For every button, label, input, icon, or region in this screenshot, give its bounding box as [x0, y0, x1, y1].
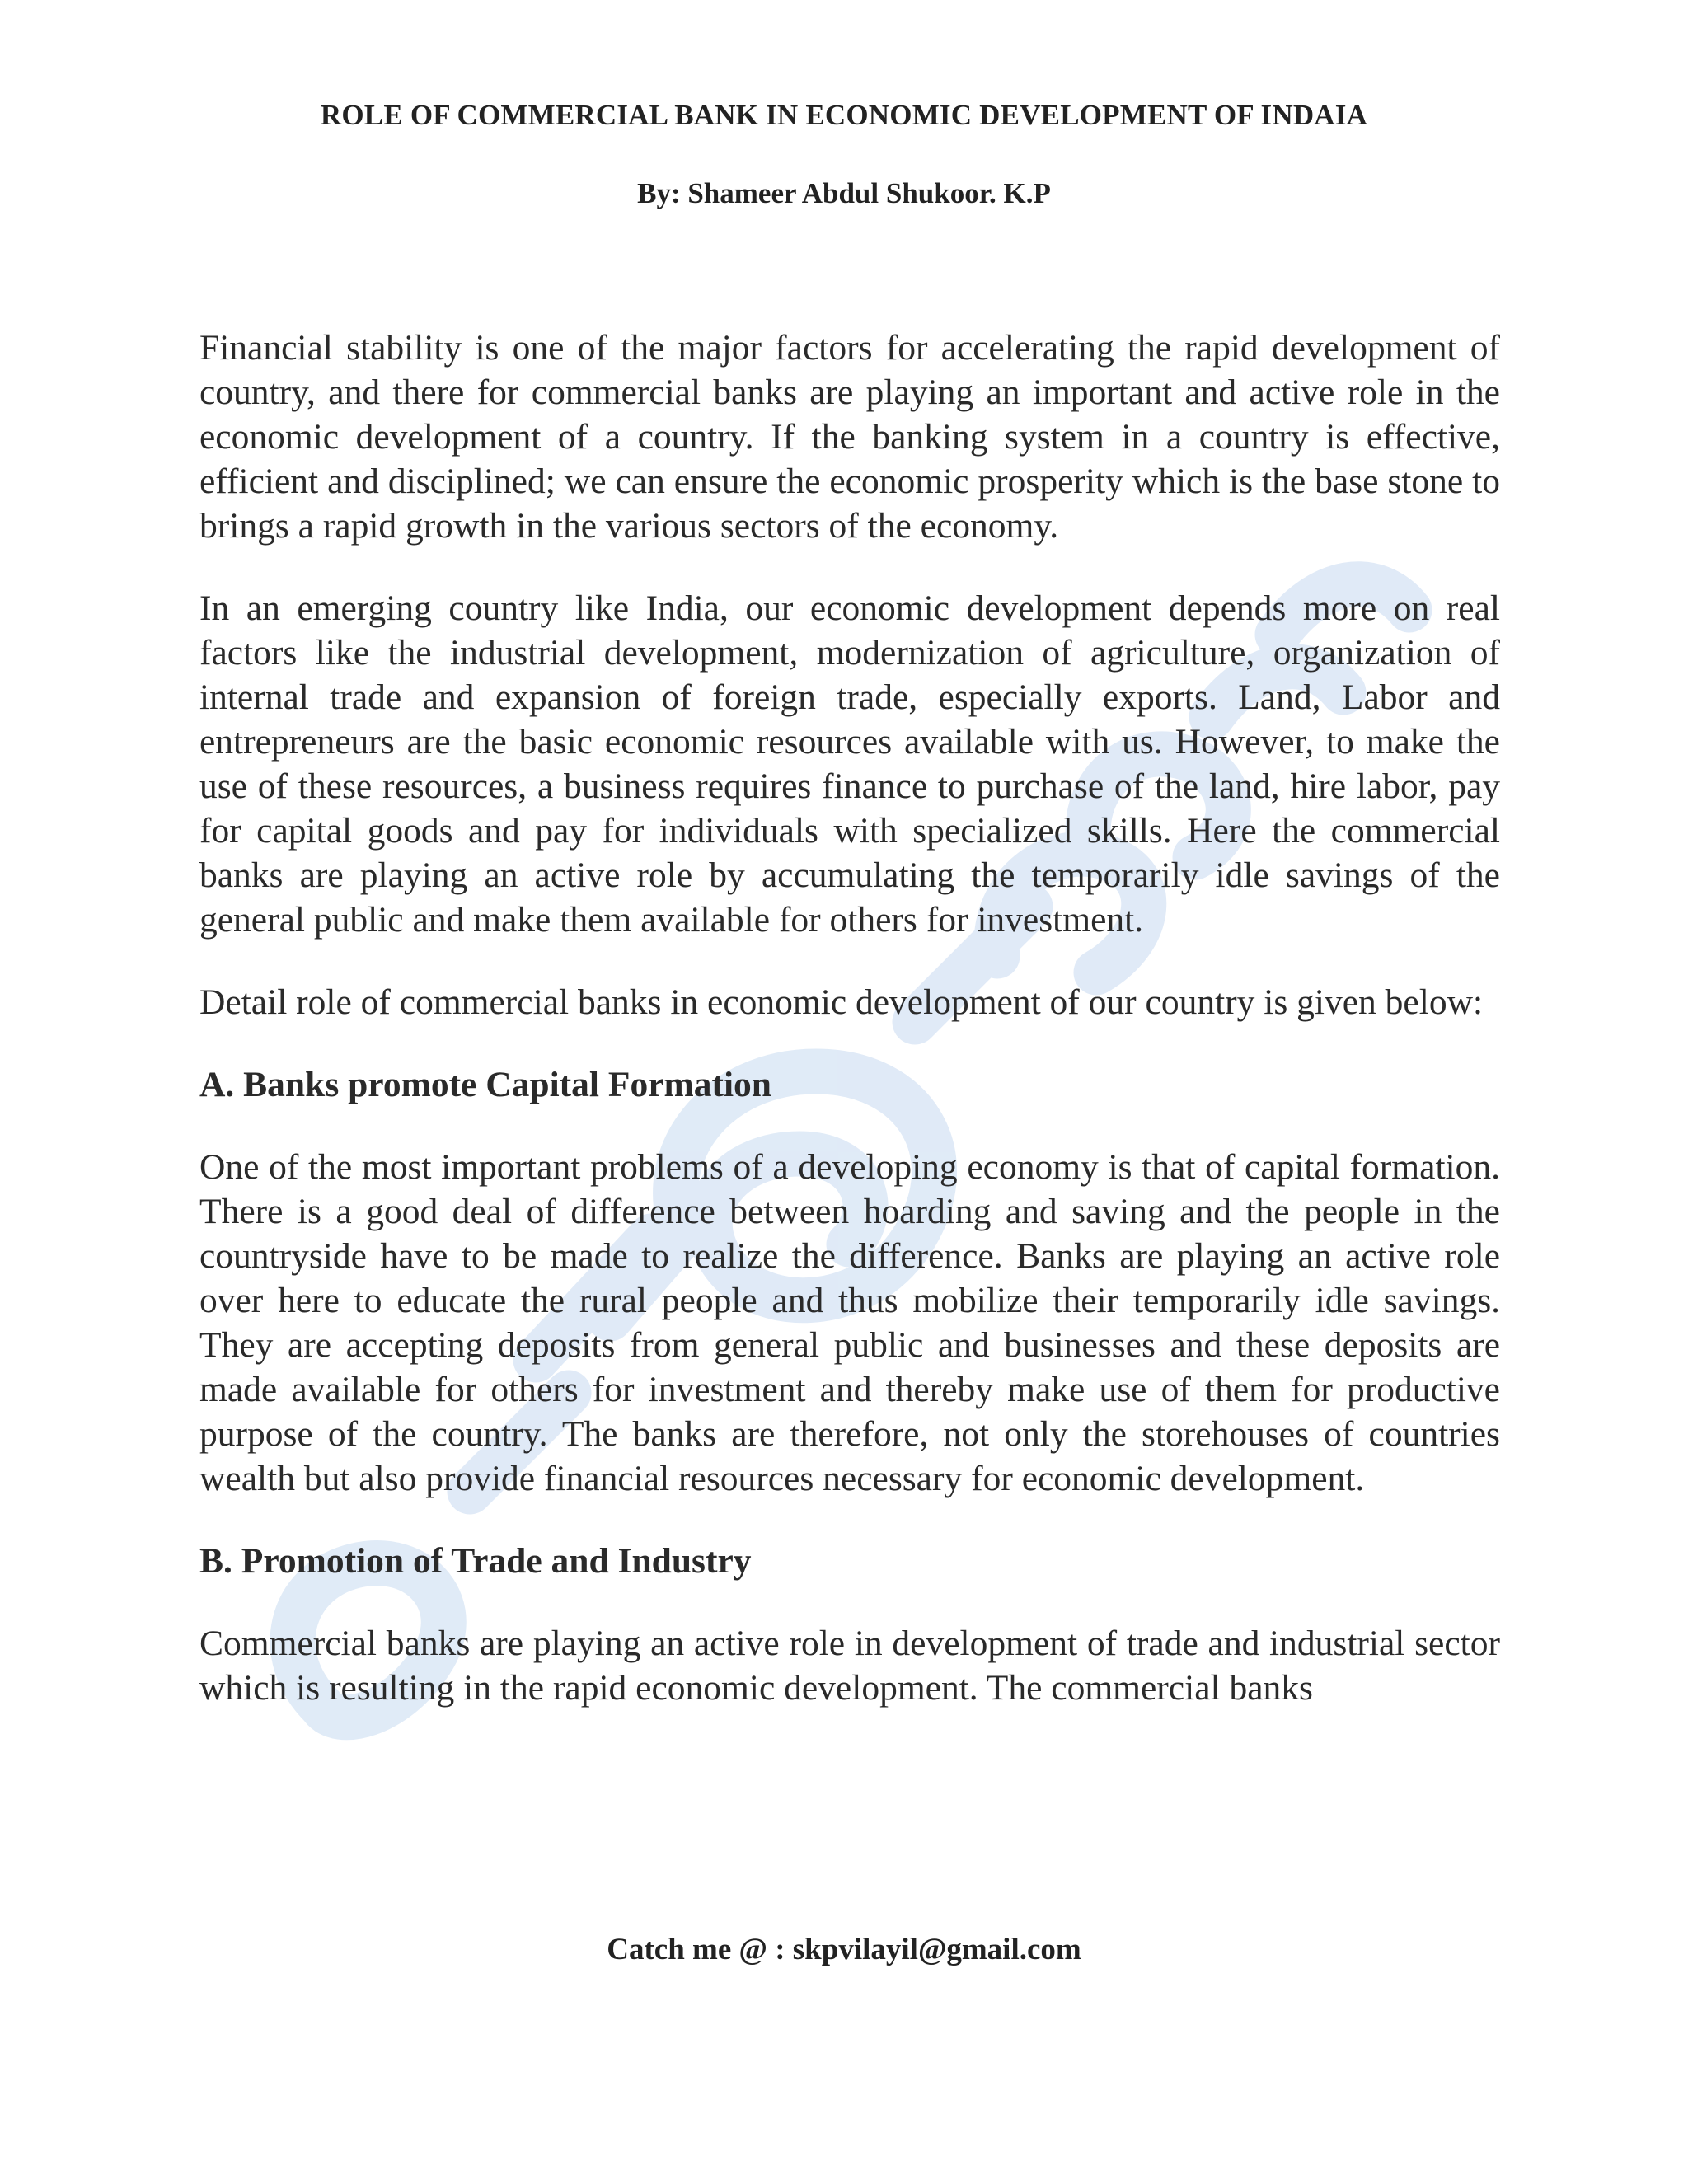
document-title: ROLE OF COMMERCIAL BANK IN ECONOMIC DEVELOPMENT OF INDAIA	[320, 99, 1368, 131]
section-text-trade-industry: Commercial banks are playing an active role in development of trade and industrial sector which is resulting in the rapid economic development. The commercial banks	[199, 1624, 1500, 1708]
author-byline: By: Shameer Abdul Shukoor. K.P	[637, 177, 1051, 209]
document-body	[199, 326, 1500, 1710]
paragraph-intro: Financial stability is one of the major factors for accelerating the rapid development of country, and there for commercial banks are playing an important and active role in the economic development of a country. If the banking system in a country is effective, efficient and disciplined; we can ensure the economic prosperity which is the base stone to brings a rapid growth in the various sectors of the economy.	[199, 328, 1500, 546]
paragraph-emerging-country: In an emerging country like India, our economic development depends more on real factors like the industrial development, modernization of agriculture, organization of internal trade and expansion of foreign trade, especially exports. Land, Labor and entrepreneurs are the basic economic resources available with us. However, to make the use of these resources, a business requires finance to purchase of the land, hire labor, pay for capital goods and pay for individuals with specialized skills. Here the commercial banks are playing an active role by accumulating the temporarily idle savings of the general public and make them available for others for investment.	[199, 588, 1500, 940]
section-text-capital-formation: One of the most important problems of a developing economy is that of capital formation. There is a good deal of difference between hoarding and saving and the people in the countryside have to be made to realize the difference. Banks are playing an active role over here to educate the rural people and thus mobilize their temporarily idle savings. They are accepting deposits from general public and businesses and these deposits are made available for others for investment and thereby make use of them for productive purpose of the country. The banks are therefore, not only the storehouses of countries wealth but also provide financial resources necessary for economic development.	[199, 1147, 1500, 1498]
paragraph-detail-role: Detail role of commercial banks in economic development of our country is given below:	[199, 982, 1484, 1022]
footer-contact: Catch me @ : skpvilayil@gmail.com	[607, 1933, 1081, 1966]
section-heading-trade-industry: B. Promotion of Trade and Industry	[199, 1541, 752, 1581]
section-heading-capital-formation: A. Banks promote Capital Formation	[199, 1065, 772, 1104]
